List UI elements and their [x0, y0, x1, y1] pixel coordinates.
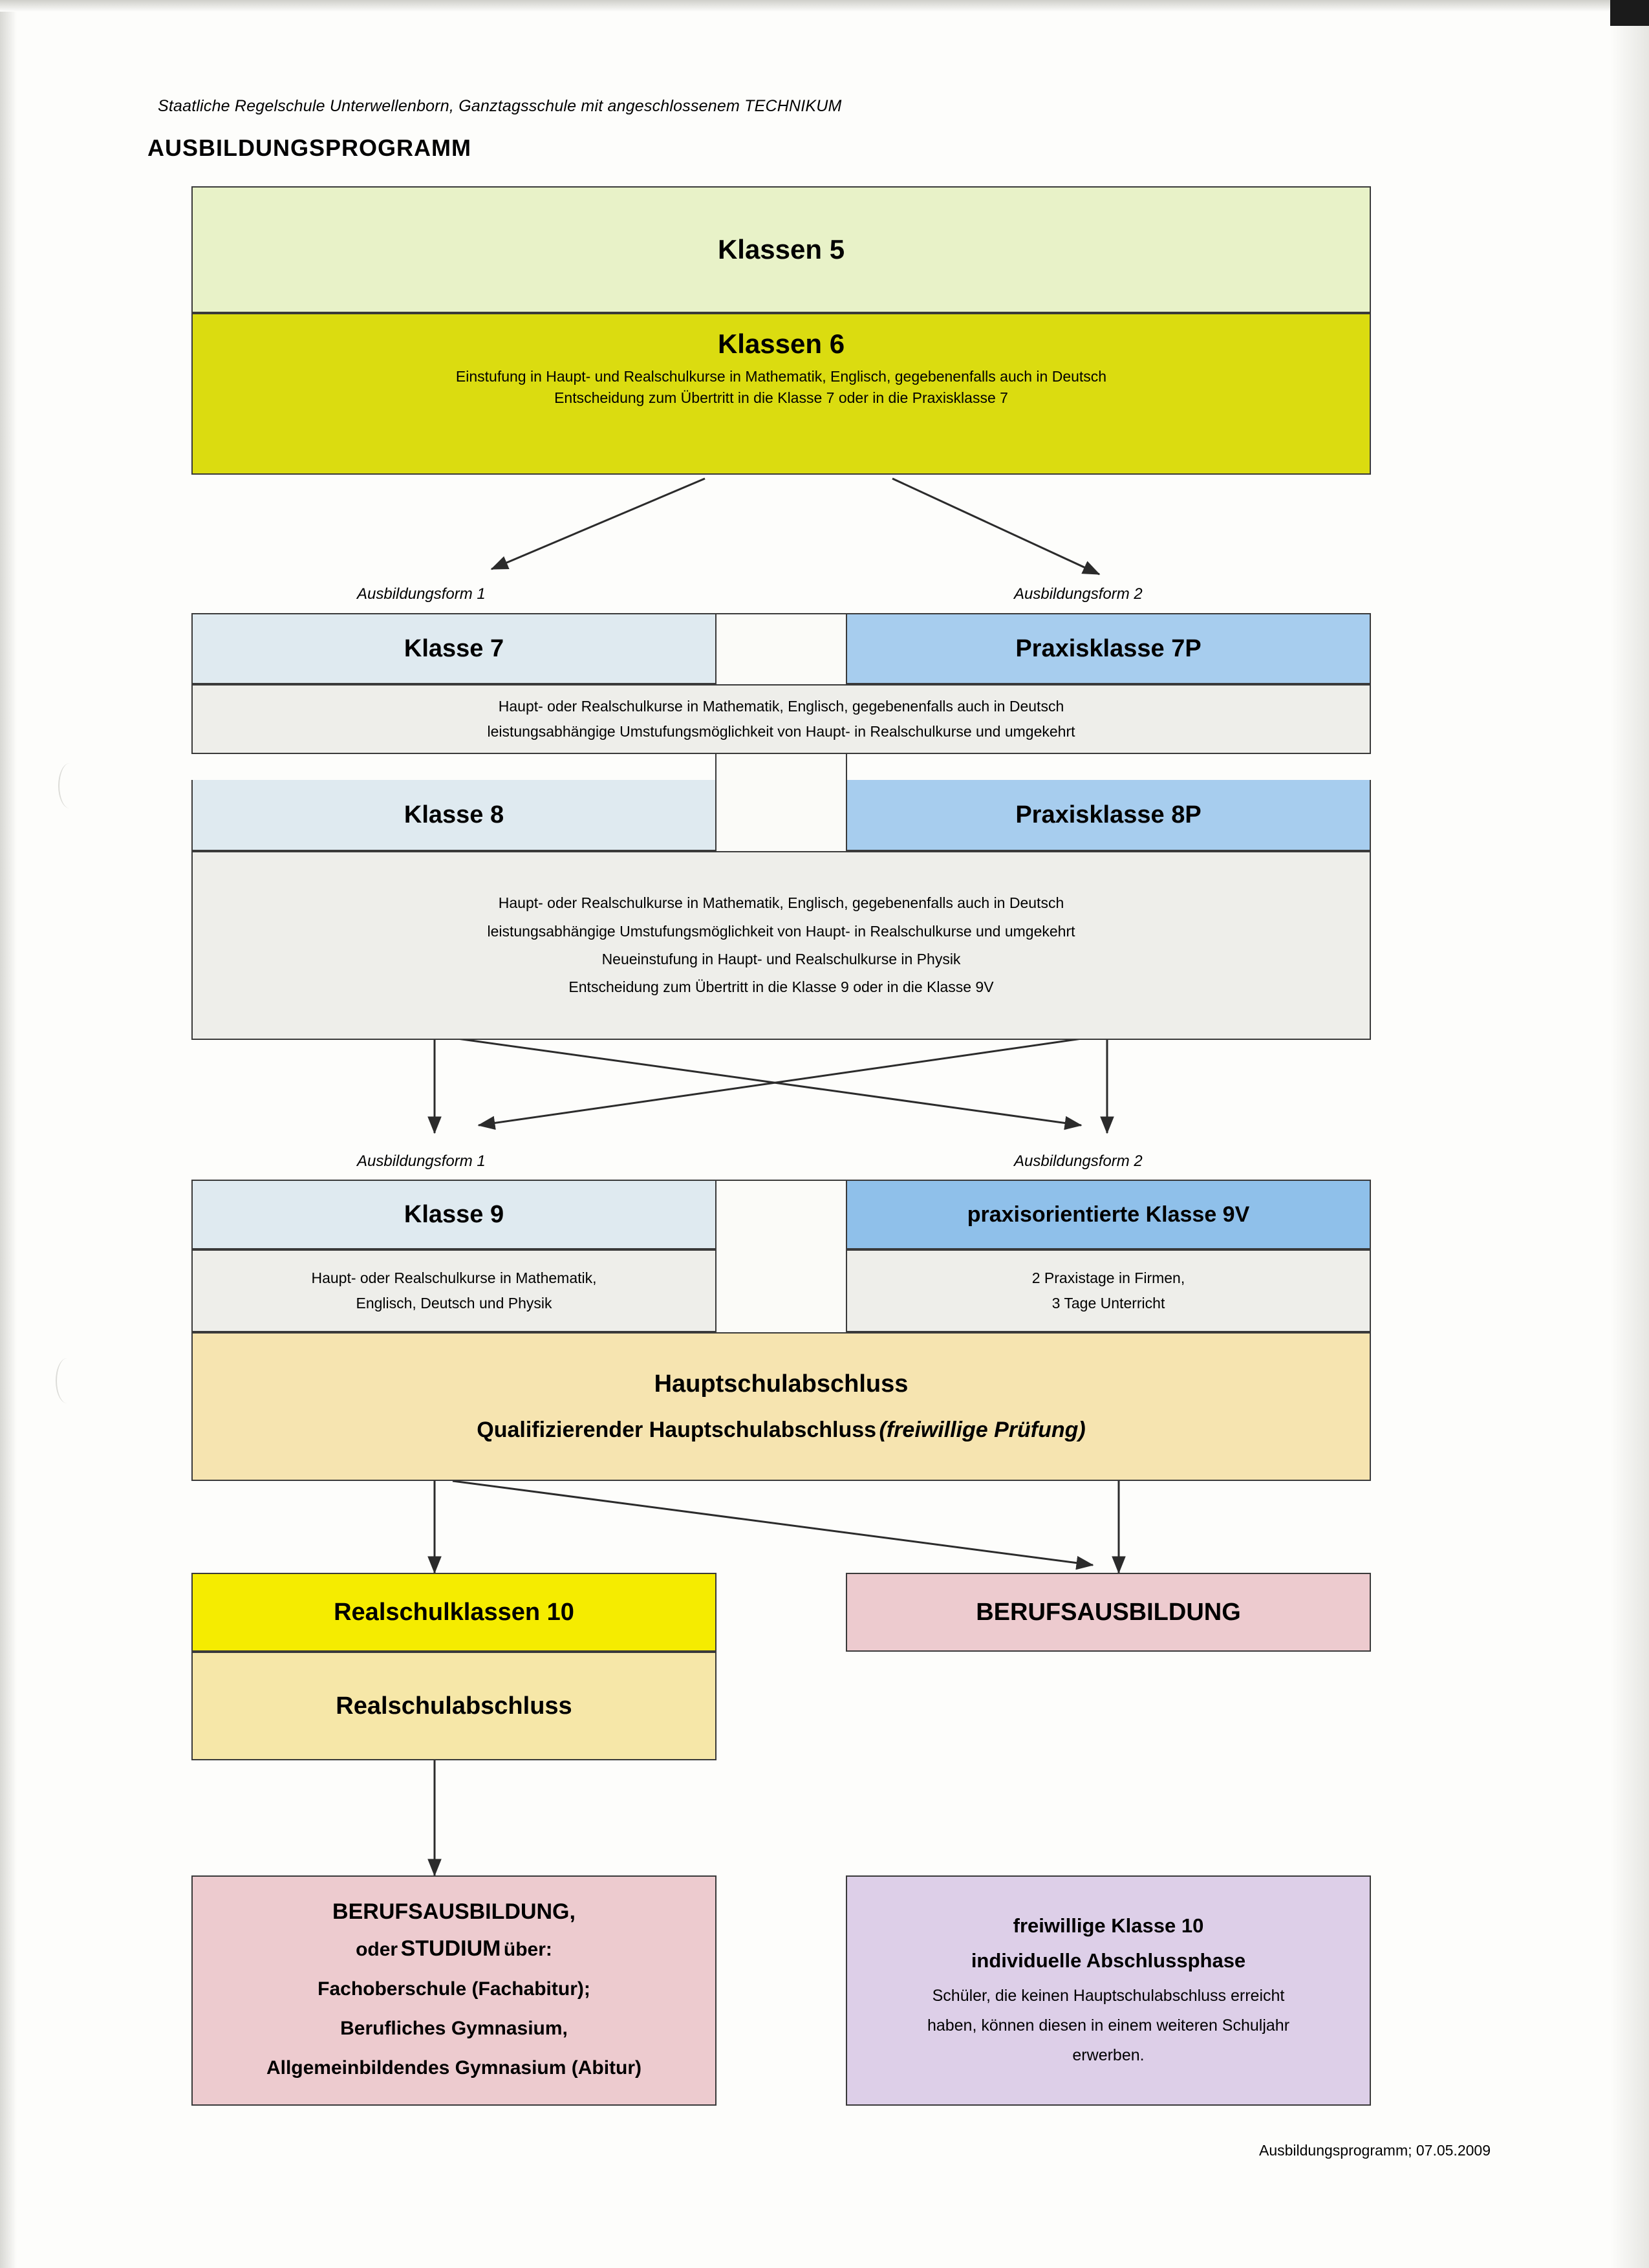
scan-edge-right — [1610, 0, 1649, 2268]
scan-edge-left — [0, 0, 17, 2268]
box-description-klasse-9v — [846, 1249, 1371, 1332]
box-berufsausbildung — [846, 1573, 1371, 1652]
box-gap-8 — [715, 754, 847, 851]
box-berufsausbildung-studium-line3: Fachoberschule (Fachabitur); — [318, 1978, 590, 2000]
box-hauptschulabschluss-line2-italic: (freiwillige Prüfung) — [879, 1418, 1086, 1442]
box-klasse-8 — [191, 780, 717, 851]
caption-ausbildungsform-2-lower: Ausbildungsform 2 — [1014, 1152, 1143, 1170]
caption-ausbildungsform-2-upper: Ausbildungsform 2 — [1014, 585, 1143, 603]
box-klasse-9 — [191, 1180, 717, 1249]
box-description-klasse-9v-line2: 3 Tage Unterricht — [1051, 1295, 1165, 1312]
box-freiwillige-klasse-10-line1: freiwillige Klasse 10 — [1013, 1914, 1204, 1937]
box-berufsausbildung-title: BERUFSAUSBILDUNG — [976, 1598, 1241, 1626]
box-description-klasse-9-line1: Haupt- oder Realschulkurse in Mathematik, — [311, 1269, 597, 1286]
box-freiwillige-klasse-10 — [846, 1875, 1371, 2106]
box-berufsausbildung-studium-line2-c: über: — [503, 1938, 552, 1960]
box-klassen-6-line1: Einstufung in Haupt- und Realschulkurse in Mathematik, Englisch, gegebenenfalls auch in Deutsch — [455, 368, 1107, 385]
box-klasse-7-title: Klasse 7 — [404, 634, 504, 662]
box-berufsausbildung-studium-line2-a: oder — [356, 1938, 398, 1960]
box-berufsausbildung-studium-line5: Allgemeinbildendes Gymnasium (Abitur) — [266, 2057, 642, 2079]
box-praxisklasse-7p-title: Praxisklasse 7P — [1015, 634, 1202, 662]
box-klasse-9v-title: praxisorientierte Klasse 9V — [967, 1202, 1250, 1227]
box-realschulklassen-10-title: Realschulklassen 10 — [334, 1598, 574, 1626]
box-description-klasse-9-line2: Englisch, Deutsch und Physik — [356, 1295, 552, 1312]
box-description-klasse-8 — [191, 851, 1371, 1040]
box-description-klasse-8-line1: Haupt- oder Realschulkurse in Mathematik, Englisch, gegebenenfalls auch in Deutsch — [498, 894, 1064, 912]
box-berufsausbildung-studium-line2-b: STUDIUM — [400, 1936, 501, 1961]
box-klasse-7 — [191, 613, 717, 684]
box-klasse-9v — [846, 1180, 1371, 1249]
box-realschulabschluss-title: Realschulabschluss — [336, 1692, 572, 1720]
box-description-klasse-7-line1: Haupt- oder Realschulkurse in Mathematik, Englisch, gegebenenfalls auch in Deutsch — [498, 697, 1064, 715]
box-description-klasse-7-line2: leistungsabhängige Umstufungsmöglichkeit von Haupt- in Realschulkurse und umgekehrt — [487, 723, 1075, 740]
box-gap-7 — [715, 613, 847, 684]
box-description-klasse-8-line4: Entscheidung zum Übertritt in die Klasse 9 oder in die Klasse 9V — [568, 978, 994, 996]
box-freiwillige-klasse-10-line5: erwerben. — [1072, 2046, 1145, 2065]
document-footer: Ausbildungsprogramm; 07.05.2009 — [1258, 2142, 1491, 2159]
punch-hole-lower — [56, 1358, 79, 1403]
box-freiwillige-klasse-10-line3: Schüler, die keinen Hauptschulabschluss erreicht — [932, 1986, 1285, 2005]
box-description-klasse-9 — [191, 1249, 717, 1332]
box-klassen-5 — [191, 186, 1371, 313]
box-description-klasse-8-line2: leistungsabhängige Umstufungsmöglichkeit von Haupt- in Realschulkurse und umgekehrt — [487, 922, 1075, 940]
box-freiwillige-klasse-10-line2: individuelle Abschlussphase — [971, 1949, 1246, 1972]
box-realschulklassen-10 — [191, 1573, 717, 1652]
caption-ausbildungsform-1-upper: Ausbildungsform 1 — [357, 585, 486, 603]
box-description-klasse-7 — [191, 684, 1371, 754]
scan-corner-mark — [1610, 0, 1649, 26]
punch-hole-upper — [58, 763, 81, 808]
box-gap-9 — [715, 1180, 847, 1332]
box-klassen-6-title: Klassen 6 — [717, 329, 845, 359]
box-klassen-6 — [191, 313, 1371, 475]
box-hauptschulabschluss-line1: Hauptschulabschluss — [654, 1370, 909, 1398]
box-description-klasse-8-line3: Neueinstufung in Haupt- und Realschulkurse in Physik — [601, 951, 961, 967]
scan-edge-top — [0, 0, 1649, 12]
caption-ausbildungsform-1-lower: Ausbildungsform 1 — [357, 1152, 486, 1170]
box-hauptschulabschluss — [191, 1332, 1371, 1481]
page-title: AUSBILDUNGSPROGRAMM — [147, 135, 471, 161]
box-hauptschulabschluss-line2-strong: Qualifizierender Hauptschulabschluss — [477, 1418, 877, 1442]
box-description-klasse-9v-line1: 2 Praxistage in Firmen, — [1031, 1269, 1185, 1286]
box-klasse-9-title: Klasse 9 — [404, 1200, 504, 1228]
school-subtitle: Staatliche Regelschule Unterwellenborn, Ganztagsschule mit angeschlossenem TECHNIKUM — [158, 97, 842, 115]
box-berufsausbildung-studium-line4: Berufliches Gymnasium, — [340, 2017, 568, 2039]
box-realschulabschluss — [191, 1652, 717, 1760]
box-berufsausbildung-studium-line1: BERUFSAUSBILDUNG, — [332, 1899, 576, 1924]
box-klasse-8-title: Klasse 8 — [404, 801, 504, 828]
box-praxisklasse-7p — [846, 613, 1371, 684]
box-freiwillige-klasse-10-line4: haben, können diesen in einem weiteren Schuljahr — [927, 2016, 1290, 2035]
box-klassen-6-line2: Entscheidung zum Übertritt in die Klasse 7 oder in die Praxisklasse 7 — [554, 389, 1008, 407]
box-praxisklasse-8p-title: Praxisklasse 8P — [1015, 801, 1202, 828]
box-berufsausbildung-studium — [191, 1875, 717, 2106]
box-klassen-5-title: Klassen 5 — [717, 234, 845, 265]
box-praxisklasse-8p — [846, 780, 1371, 851]
